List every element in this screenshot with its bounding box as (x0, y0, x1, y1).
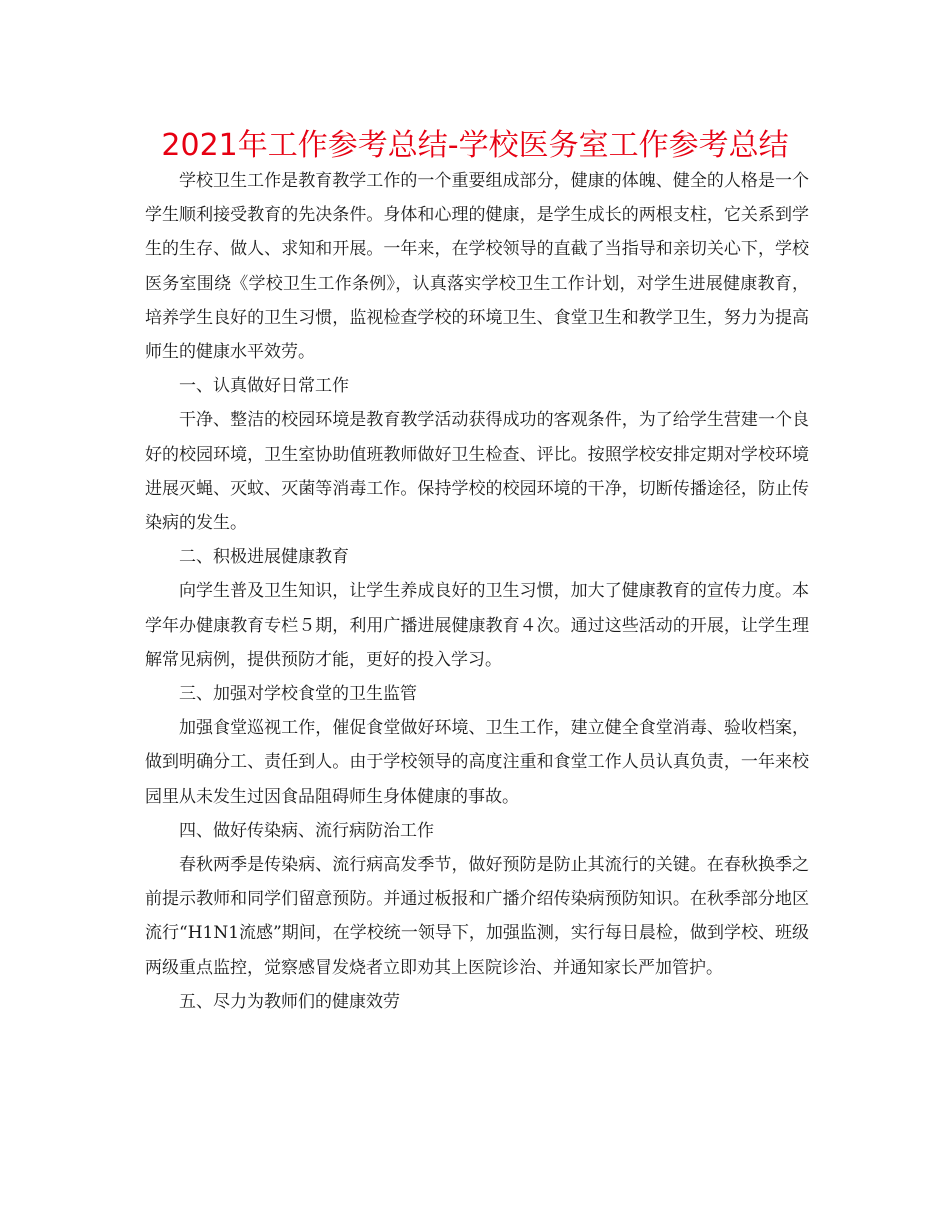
document-title: 2021年工作参考总结-学校医务室工作参考总结 (161, 128, 789, 163)
section-heading-4: 四、做好传染病、流行病防治工作 (179, 820, 434, 841)
section-heading-5: 五、尽力为教师们的健康效劳 (179, 991, 400, 1012)
document-body (145, 164, 809, 1019)
section-heading-3: 三、加强对学校食堂的卫生监管 (179, 684, 417, 705)
paragraph-section-2: 向学生普及卫生知识，让学生养成良好的卫生习惯，加大了健康教育的宣传力度。本学年办健康教育专栏５期，利用广播进展健康教育４次。通过这些活动的开展，让学生理解常见病例，提供预防才能，更好的投入学习。 (145, 581, 809, 670)
section-heading-2: 二、积极进展健康教育 (179, 547, 349, 568)
paragraph-section-1: 干净、整洁的校园环境是教育教学活动获得成功的客观条件，为了给学生营建一个良好的校园环境，卫生室协助值班教师做好卫生检查、评比。按照学校安排定期对学校环境进展灭蝇、灭蚊、灭菌等消毒工作。保持学校的校园环境的干净，切断传播途径，防止传染病的发生。 (145, 410, 809, 534)
paragraph-section-4: 春秋两季是传染病、流行病高发季节，做好预防是防止其流行的关键。在春秋换季之前提示教师和同学们留意预防。并通过板报和广播介绍传染病预防知识。在秋季部分地区流行“H1N1流感”期间，在学校统一领导下，加强监测，实行每日晨检，做到学校、班级两级重点监控，觉察感冒发烧者立即劝其上医院诊治、并通知家长严加管护。 (145, 855, 809, 978)
paragraph-section-3: 加强食堂巡视工作，催促食堂做好环境、卫生工作，建立健全食堂消毒、验收档案，做到明确分工、责任到人。由于学校领导的高度注重和食堂工作人员认真负责，一年来校园里从未发生过因食品阻碍师生身体健康的事故。 (145, 718, 809, 807)
paragraph-intro: 学校卫生工作是教育教学工作的一个重要组成部分，健康的体魄、健全的人格是一个学生顺利接受教育的先决条件。身体和心理的健康，是学生成长的两根支柱，它关系到学生的生存、做人、求知和开展。一年来，在学校领导的直截了当指导和亲切关心下，学校医务室围绕《学校卫生工作条例》，认真落实学校卫生工作计划，对学生进展健康教育，培养学生良好的卫生习惯，监视检查学校的环境卫生、食堂卫生和教学卫生，努力为提高师生的健康水平效劳。 (145, 171, 809, 363)
section-heading-1: 一、认真做好日常工作 (179, 376, 349, 397)
